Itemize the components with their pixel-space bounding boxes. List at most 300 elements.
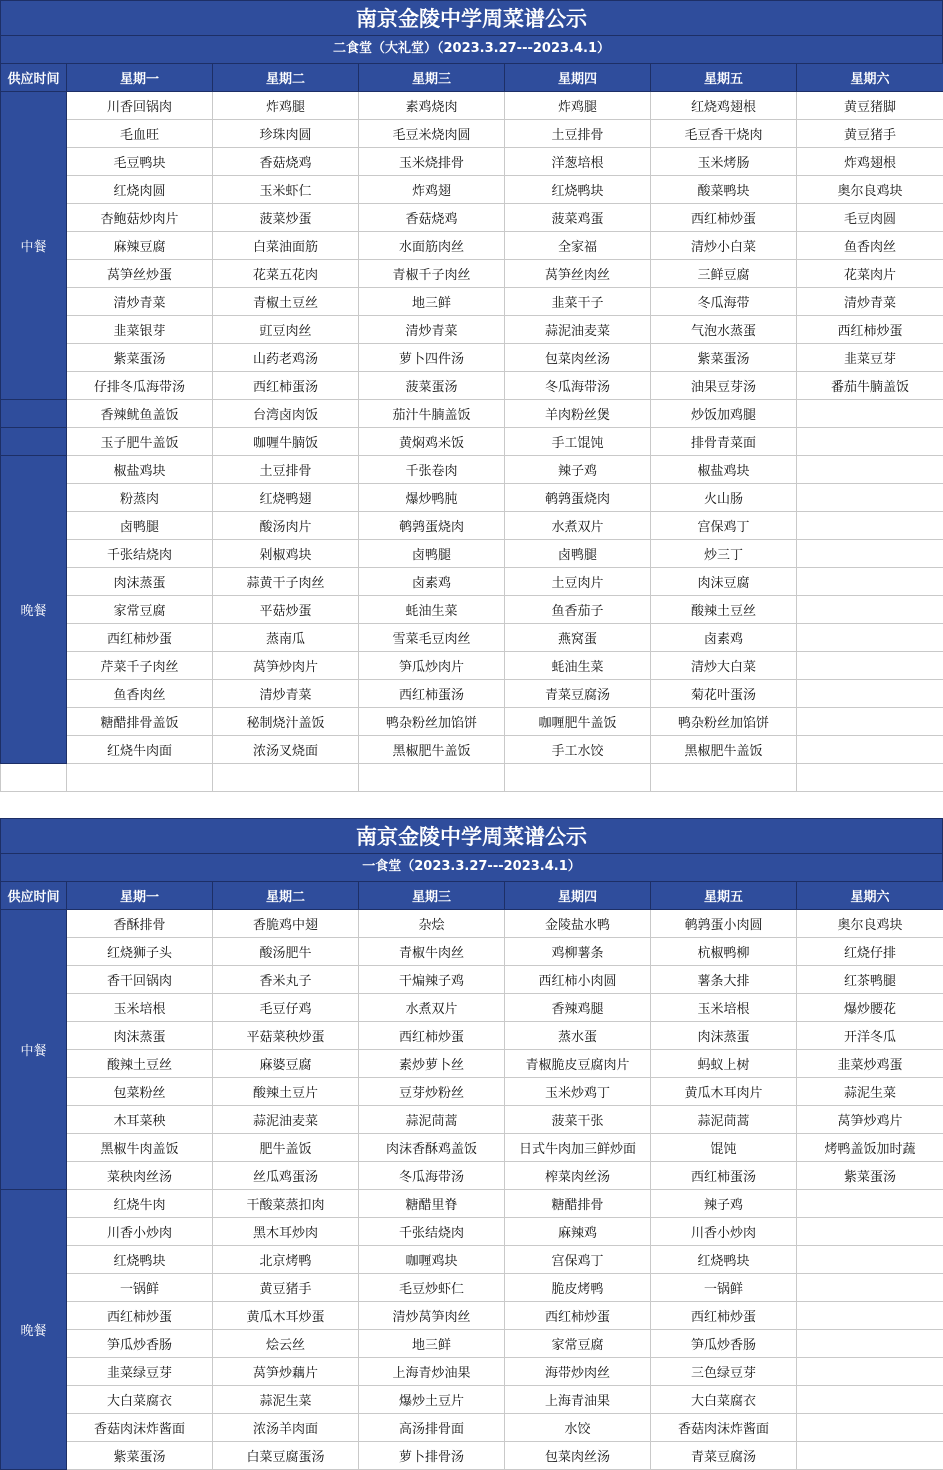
dish-cell [797, 736, 943, 764]
dish-cell: 红茶鸭腿 [797, 966, 943, 994]
table-row [1, 484, 943, 512]
dish-cell: 蒸南瓜 [213, 624, 359, 652]
dish-cell: 麻辣豆腐 [67, 232, 213, 260]
dish-cell: 咖喱牛腩饭 [213, 428, 359, 456]
table-row [1, 372, 943, 400]
dish-cell: 紫菜蛋汤 [651, 344, 797, 372]
dish-cell: 一锅鲜 [651, 1274, 797, 1302]
dish-cell: 海带炒肉丝 [505, 1358, 651, 1386]
dish-cell: 青椒千子肉丝 [359, 260, 505, 288]
dish-cell: 鹌鹑蛋小肉圆 [651, 910, 797, 938]
dish-cell: 菠菜鸡蛋 [505, 204, 651, 232]
dish-cell: 鱼香茄子 [505, 596, 651, 624]
table-row [1, 176, 943, 204]
table-row [1, 1134, 943, 1162]
dish-cell: 水煮双片 [359, 994, 505, 1022]
dish-cell: 紫菜蛋汤 [67, 344, 213, 372]
dish-cell: 青菜豆腐汤 [505, 680, 651, 708]
dish-cell: 韭菜绿豆芽 [67, 1358, 213, 1386]
dish-cell: 燕窝蛋 [505, 624, 651, 652]
dish-cell: 毛豆仔鸡 [213, 994, 359, 1022]
dish-cell: 川香小炒肉 [651, 1218, 797, 1246]
dish-cell: 麻婆豆腐 [213, 1050, 359, 1078]
header-row [1, 64, 943, 92]
dish-cell: 卤鸭腿 [505, 540, 651, 568]
dish-cell: 浓汤叉烧面 [213, 736, 359, 764]
table-row [1, 204, 943, 232]
table-row [1, 1414, 943, 1442]
dish-cell: 清炒莴笋肉丝 [359, 1302, 505, 1330]
dish-cell: 菠菜干张 [505, 1106, 651, 1134]
dish-cell: 蚂蚁上树 [651, 1050, 797, 1078]
table-row [1, 1106, 943, 1134]
canteen1-menu [0, 818, 943, 1470]
dish-cell: 鱼香肉丝 [67, 680, 213, 708]
table-row [1, 910, 943, 938]
dish-cell: 花菜肉片 [797, 260, 943, 288]
period-blank-cell [1, 400, 67, 428]
dish-cell: 西红柿蛋汤 [651, 1162, 797, 1190]
dish-cell: 西红柿蛋汤 [359, 680, 505, 708]
dish-cell: 玉子肥牛盖饭 [67, 428, 213, 456]
dish-cell: 炸鸡腿 [213, 92, 359, 120]
dish-cell: 酸菜鸭块 [651, 176, 797, 204]
dish-cell: 黑木耳炒肉 [213, 1218, 359, 1246]
dish-cell: 糖醋里脊 [359, 1190, 505, 1218]
dish-cell: 秘制烧汁盖饭 [213, 708, 359, 736]
dish-cell [797, 1414, 943, 1442]
dish-cell: 酸辣土豆丝 [651, 596, 797, 624]
dish-cell: 手工馄饨 [505, 428, 651, 456]
dish-cell: 笋瓜炒肉片 [359, 652, 505, 680]
dish-cell: 毛豆肉圆 [797, 204, 943, 232]
dish-cell: 毛豆鸭块 [67, 148, 213, 176]
dish-cell: 蒜黄干子肉丝 [213, 568, 359, 596]
dish-cell: 台湾卤肉饭 [213, 400, 359, 428]
dish-cell [797, 1246, 943, 1274]
table-row [1, 1078, 943, 1106]
dish-cell: 干酸菜蒸扣肉 [213, 1190, 359, 1218]
dish-cell: 麻辣鸡 [505, 1218, 651, 1246]
dish-cell: 香菇烧鸡 [359, 204, 505, 232]
dish-cell: 西红柿炒蛋 [651, 1302, 797, 1330]
table-row [1, 512, 943, 540]
dish-cell: 豆芽炒粉丝 [359, 1078, 505, 1106]
dish-cell: 椒盐鸡块 [67, 456, 213, 484]
day-header: 星期三 [359, 64, 505, 92]
dish-cell: 香辣鸡腿 [505, 994, 651, 1022]
dish-cell: 玉米培根 [67, 994, 213, 1022]
dish-cell: 排骨青菜面 [651, 428, 797, 456]
dish-cell: 黑椒牛肉盖饭 [67, 1134, 213, 1162]
dish-cell: 黄豆猪手 [213, 1274, 359, 1302]
table-row [1, 344, 943, 372]
dish-cell [797, 540, 943, 568]
dish-cell: 雪菜毛豆肉丝 [359, 624, 505, 652]
dish-cell: 炸鸡翅根 [797, 148, 943, 176]
dish-cell: 红烧鸭块 [67, 1246, 213, 1274]
dish-cell: 水面筋肉丝 [359, 232, 505, 260]
dish-cell: 韭菜豆芽 [797, 344, 943, 372]
table-row [1, 938, 943, 966]
dish-cell: 菠菜炒蛋 [213, 204, 359, 232]
dish-cell: 大白菜腐衣 [67, 1386, 213, 1414]
dish-cell [797, 1330, 943, 1358]
dish-cell: 山药老鸡汤 [213, 344, 359, 372]
table-row [1, 596, 943, 624]
dish-cell: 香脆鸡中翅 [213, 910, 359, 938]
day-header: 星期五 [651, 64, 797, 92]
dish-cell: 肉沫香酥鸡盖饭 [359, 1134, 505, 1162]
dish-cell: 青椒土豆丝 [213, 288, 359, 316]
dish-cell: 冬瓜海带汤 [359, 1162, 505, 1190]
table-row [1, 1386, 943, 1414]
dish-cell [797, 512, 943, 540]
dish-cell: 奥尔良鸡块 [797, 176, 943, 204]
dish-cell: 千张结烧肉 [359, 1218, 505, 1246]
dish-cell: 包菜肉丝汤 [505, 344, 651, 372]
dish-cell: 鹌鹑蛋烧肉 [359, 512, 505, 540]
dish-cell: 椒盐鸡块 [651, 456, 797, 484]
dish-cell: 糖醋排骨盖饭 [67, 708, 213, 736]
dish-cell: 炒饭加鸡腿 [651, 400, 797, 428]
dish-cell: 青菜豆腐汤 [651, 1442, 797, 1470]
dish-cell: 日式牛肉加三鲜炒面 [505, 1134, 651, 1162]
day-header: 星期二 [213, 882, 359, 910]
dish-cell: 烤鸭盖饭加时蔬 [797, 1134, 943, 1162]
dish-cell: 红烧鸭块 [505, 176, 651, 204]
day-header: 星期六 [797, 882, 943, 910]
dish-cell: 平菇炒蛋 [213, 596, 359, 624]
empty-row [1, 764, 943, 792]
dish-cell: 上海青油果 [505, 1386, 651, 1414]
canteen1-title: 南京金陵中学周菜谱公示 [0, 818, 943, 854]
dish-cell: 千张卷肉 [359, 456, 505, 484]
dish-cell: 红烧狮子头 [67, 938, 213, 966]
dish-cell: 红烧牛肉 [67, 1190, 213, 1218]
dish-cell: 咖喱肥牛盖饭 [505, 708, 651, 736]
dish-cell: 莴笋炒藕片 [213, 1358, 359, 1386]
dish-cell: 洋葱培根 [505, 148, 651, 176]
dish-cell: 炒三丁 [651, 540, 797, 568]
dish-cell: 黑椒肥牛盖饭 [651, 736, 797, 764]
dish-cell: 水饺 [505, 1414, 651, 1442]
dish-cell: 毛豆炒虾仁 [359, 1274, 505, 1302]
dish-cell: 珍珠肉圆 [213, 120, 359, 148]
dish-cell: 榨菜肉丝汤 [505, 1162, 651, 1190]
dish-cell: 上海青炒油果 [359, 1358, 505, 1386]
table-row [1, 680, 943, 708]
dish-cell: 爆炒土豆片 [359, 1386, 505, 1414]
table-row [1, 232, 943, 260]
dish-cell: 清炒大白菜 [651, 652, 797, 680]
dish-cell: 笋瓜炒香肠 [67, 1330, 213, 1358]
dish-cell: 卤鸭腿 [359, 540, 505, 568]
table-row [1, 260, 943, 288]
dish-cell [797, 568, 943, 596]
dish-cell: 包菜肉丝汤 [505, 1442, 651, 1470]
dish-cell: 蒜泥茼蒿 [651, 1106, 797, 1134]
empty-cell [651, 764, 797, 792]
dish-cell: 气泡水蒸蛋 [651, 316, 797, 344]
dish-cell: 蒜泥茼蒿 [359, 1106, 505, 1134]
dish-cell: 高汤排骨面 [359, 1414, 505, 1442]
dish-cell: 清炒小白菜 [651, 232, 797, 260]
canteen2-body [1, 92, 943, 792]
dish-cell: 玉米烤肠 [651, 148, 797, 176]
empty-cell [505, 764, 651, 792]
dish-cell [797, 1218, 943, 1246]
table-row [1, 1162, 943, 1190]
dish-cell [797, 456, 943, 484]
dish-cell: 紫菜蛋汤 [797, 1162, 943, 1190]
table-row [1, 120, 943, 148]
dish-cell: 仔排冬瓜海带汤 [67, 372, 213, 400]
dish-cell [797, 484, 943, 512]
dish-cell: 萝卜排骨汤 [359, 1442, 505, 1470]
lunch-label: 中餐 [1, 910, 67, 1190]
dish-cell: 西红柿蛋汤 [213, 372, 359, 400]
dinner-label: 晚餐 [1, 456, 67, 764]
dish-cell [797, 680, 943, 708]
dish-cell: 家常豆腐 [505, 1330, 651, 1358]
canteen2-subtitle: 二食堂（大礼堂）（2023.3.27---2023.4.1） [0, 36, 943, 63]
dish-cell: 奥尔良鸡块 [797, 910, 943, 938]
table-row [1, 1246, 943, 1274]
dish-cell: 西红柿炒蛋 [651, 204, 797, 232]
dish-cell: 红烧肉圆 [67, 176, 213, 204]
dish-cell: 菊花叶蛋汤 [651, 680, 797, 708]
dish-cell: 黄豆猪手 [797, 120, 943, 148]
dish-cell: 冬瓜海带汤 [505, 372, 651, 400]
dish-cell: 清炒青菜 [359, 316, 505, 344]
dish-cell: 家常豆腐 [67, 596, 213, 624]
dish-cell [797, 428, 943, 456]
dish-cell: 卤素鸡 [359, 568, 505, 596]
empty-cell [67, 764, 213, 792]
table-row [1, 1050, 943, 1078]
dish-cell: 素鸡烧肉 [359, 92, 505, 120]
dish-cell: 蚝油生菜 [359, 596, 505, 624]
dish-cell: 蒜泥油麦菜 [505, 316, 651, 344]
dish-cell: 清炒青菜 [797, 288, 943, 316]
dish-cell: 木耳菜秧 [67, 1106, 213, 1134]
dish-cell: 大白菜腐衣 [651, 1386, 797, 1414]
table-row [1, 1442, 943, 1470]
dish-cell: 菜秧肉丝汤 [67, 1162, 213, 1190]
dish-cell: 平菇菜秧炒蛋 [213, 1022, 359, 1050]
dish-cell: 红烧牛肉面 [67, 736, 213, 764]
table-row [1, 1358, 943, 1386]
dish-cell: 酸辣土豆丝 [67, 1050, 213, 1078]
dish-cell: 辣子鸡 [651, 1190, 797, 1218]
dish-cell: 笋瓜炒香肠 [651, 1330, 797, 1358]
dish-cell: 黄豆猪脚 [797, 92, 943, 120]
dish-cell: 韭菜干子 [505, 288, 651, 316]
dish-cell: 川香回锅肉 [67, 92, 213, 120]
day-header: 星期四 [505, 64, 651, 92]
table-row [1, 1274, 943, 1302]
dish-cell: 烩云丝 [213, 1330, 359, 1358]
day-header: 星期一 [67, 64, 213, 92]
dish-cell: 土豆排骨 [213, 456, 359, 484]
dish-cell: 蒜泥生菜 [213, 1386, 359, 1414]
dish-cell: 黄瓜木耳肉片 [651, 1078, 797, 1106]
dish-cell [797, 1358, 943, 1386]
time-header: 供应时间 [1, 64, 67, 92]
table-row [1, 400, 943, 428]
dish-cell: 毛豆米烧肉圆 [359, 120, 505, 148]
table-row [1, 994, 943, 1022]
dish-cell: 菠菜蛋汤 [359, 372, 505, 400]
dish-cell: 肉沫蒸蛋 [651, 1022, 797, 1050]
dish-cell: 爆炒鸭肫 [359, 484, 505, 512]
dish-cell: 香干回锅肉 [67, 966, 213, 994]
dish-cell: 鸡柳薯条 [505, 938, 651, 966]
dish-cell: 黄瓜木耳炒蛋 [213, 1302, 359, 1330]
dish-cell: 豇豆肉丝 [213, 316, 359, 344]
dish-cell: 土豆肉片 [505, 568, 651, 596]
lunch-label: 中餐 [1, 92, 67, 400]
dish-cell: 香菇肉沫炸酱面 [651, 1414, 797, 1442]
table-row [1, 316, 943, 344]
dish-cell: 韭菜炒鸡蛋 [797, 1050, 943, 1078]
dish-cell: 卤鸭腿 [67, 512, 213, 540]
dish-cell: 杂烩 [359, 910, 505, 938]
dish-cell: 鸭杂粉丝加馅饼 [651, 708, 797, 736]
dish-cell: 金陵盐水鸭 [505, 910, 651, 938]
dish-cell: 开洋冬瓜 [797, 1022, 943, 1050]
dish-cell [797, 400, 943, 428]
dish-cell: 玉米炒鸡丁 [505, 1078, 651, 1106]
dish-cell: 西红柿炒蛋 [67, 624, 213, 652]
table-row [1, 1022, 943, 1050]
day-header: 星期四 [505, 882, 651, 910]
dish-cell: 辣子鸡 [505, 456, 651, 484]
dish-cell: 黑椒肥牛盖饭 [359, 736, 505, 764]
table-row [1, 966, 943, 994]
dish-cell: 鸭杂粉丝加馅饼 [359, 708, 505, 736]
dish-cell: 卤素鸡 [651, 624, 797, 652]
table-row [1, 92, 943, 120]
dish-cell: 清炒青菜 [67, 288, 213, 316]
time-header: 供应时间 [1, 882, 67, 910]
dish-cell: 玉米培根 [651, 994, 797, 1022]
dish-cell: 丝瓜鸡蛋汤 [213, 1162, 359, 1190]
table-row [1, 288, 943, 316]
dish-cell: 干煸辣子鸡 [359, 966, 505, 994]
dish-cell: 白菜油面筋 [213, 232, 359, 260]
dish-cell: 全家福 [505, 232, 651, 260]
dish-cell [797, 1274, 943, 1302]
canteen1-table [0, 881, 943, 1470]
dish-cell: 毛血旺 [67, 120, 213, 148]
dish-cell: 西红柿炒蛋 [797, 316, 943, 344]
dish-cell: 芹菜千子肉丝 [67, 652, 213, 680]
dish-cell: 紫菜蛋汤 [67, 1442, 213, 1470]
dish-cell: 韭菜银芽 [67, 316, 213, 344]
dish-cell: 粉蒸肉 [67, 484, 213, 512]
dish-cell: 蚝油生菜 [505, 652, 651, 680]
dish-cell: 咖喱鸡块 [359, 1246, 505, 1274]
dish-cell [797, 708, 943, 736]
dish-cell: 红烧鸭翅 [213, 484, 359, 512]
dish-cell: 黄焖鸡米饭 [359, 428, 505, 456]
dish-cell: 鹌鹑蛋烧肉 [505, 484, 651, 512]
dish-cell [797, 652, 943, 680]
dish-cell: 红烧鸡翅根 [651, 92, 797, 120]
table-row [1, 652, 943, 680]
table-row [1, 708, 943, 736]
canteen2-table [0, 63, 943, 792]
dish-cell: 红烧仔排 [797, 938, 943, 966]
dish-cell: 西红柿炒蛋 [505, 1302, 651, 1330]
dish-cell: 清炒青菜 [213, 680, 359, 708]
dish-cell: 香辣鱿鱼盖饭 [67, 400, 213, 428]
dish-cell: 莴笋炒鸡片 [797, 1106, 943, 1134]
dish-cell: 萝卜四件汤 [359, 344, 505, 372]
day-header: 星期三 [359, 882, 505, 910]
dish-cell: 香菇肉沫炸酱面 [67, 1414, 213, 1442]
dish-cell: 肥牛盖饭 [213, 1134, 359, 1162]
table-row [1, 148, 943, 176]
empty-cell [1, 764, 67, 792]
dish-cell: 蒜泥生菜 [797, 1078, 943, 1106]
period-blank-cell [1, 428, 67, 456]
dish-cell: 三鲜豆腐 [651, 260, 797, 288]
dish-cell: 玉米虾仁 [213, 176, 359, 204]
canteen1-body [1, 910, 943, 1470]
dish-cell: 青椒牛肉丝 [359, 938, 505, 966]
dish-cell: 水煮双片 [505, 512, 651, 540]
dish-cell: 北京烤鸭 [213, 1246, 359, 1274]
table-row [1, 1218, 943, 1246]
table-row [1, 1302, 943, 1330]
table-row [1, 568, 943, 596]
dish-cell: 香酥排骨 [67, 910, 213, 938]
dish-cell: 白菜豆腐蛋汤 [213, 1442, 359, 1470]
dish-cell: 炸鸡翅 [359, 176, 505, 204]
dish-cell: 火山肠 [651, 484, 797, 512]
dish-cell: 千张结烧肉 [67, 540, 213, 568]
dish-cell: 土豆排骨 [505, 120, 651, 148]
dish-cell: 肉沫蒸蛋 [67, 1022, 213, 1050]
dish-cell: 花菜五花肉 [213, 260, 359, 288]
dish-cell: 酸汤肉片 [213, 512, 359, 540]
dish-cell [797, 1386, 943, 1414]
dish-cell: 薯条大排 [651, 966, 797, 994]
day-header: 星期五 [651, 882, 797, 910]
dish-cell [797, 1302, 943, 1330]
dish-cell: 地三鲜 [359, 288, 505, 316]
dish-cell [797, 1190, 943, 1218]
dish-cell: 宫保鸡丁 [651, 512, 797, 540]
dish-cell: 冬瓜海带 [651, 288, 797, 316]
canteen1-subtitle: 一食堂（2023.3.27---2023.4.1） [0, 854, 943, 881]
dish-cell: 蒸水蛋 [505, 1022, 651, 1050]
dish-cell: 地三鲜 [359, 1330, 505, 1358]
dish-cell: 羊肉粉丝煲 [505, 400, 651, 428]
table-row [1, 456, 943, 484]
dish-cell: 手工水饺 [505, 736, 651, 764]
dish-cell [797, 596, 943, 624]
dish-cell: 爆炒腰花 [797, 994, 943, 1022]
table-row [1, 540, 943, 568]
dish-cell: 浓汤羊肉面 [213, 1414, 359, 1442]
table-row [1, 1190, 943, 1218]
dish-cell: 西红柿炒蛋 [67, 1302, 213, 1330]
dish-cell: 莴笋丝肉丝 [505, 260, 651, 288]
